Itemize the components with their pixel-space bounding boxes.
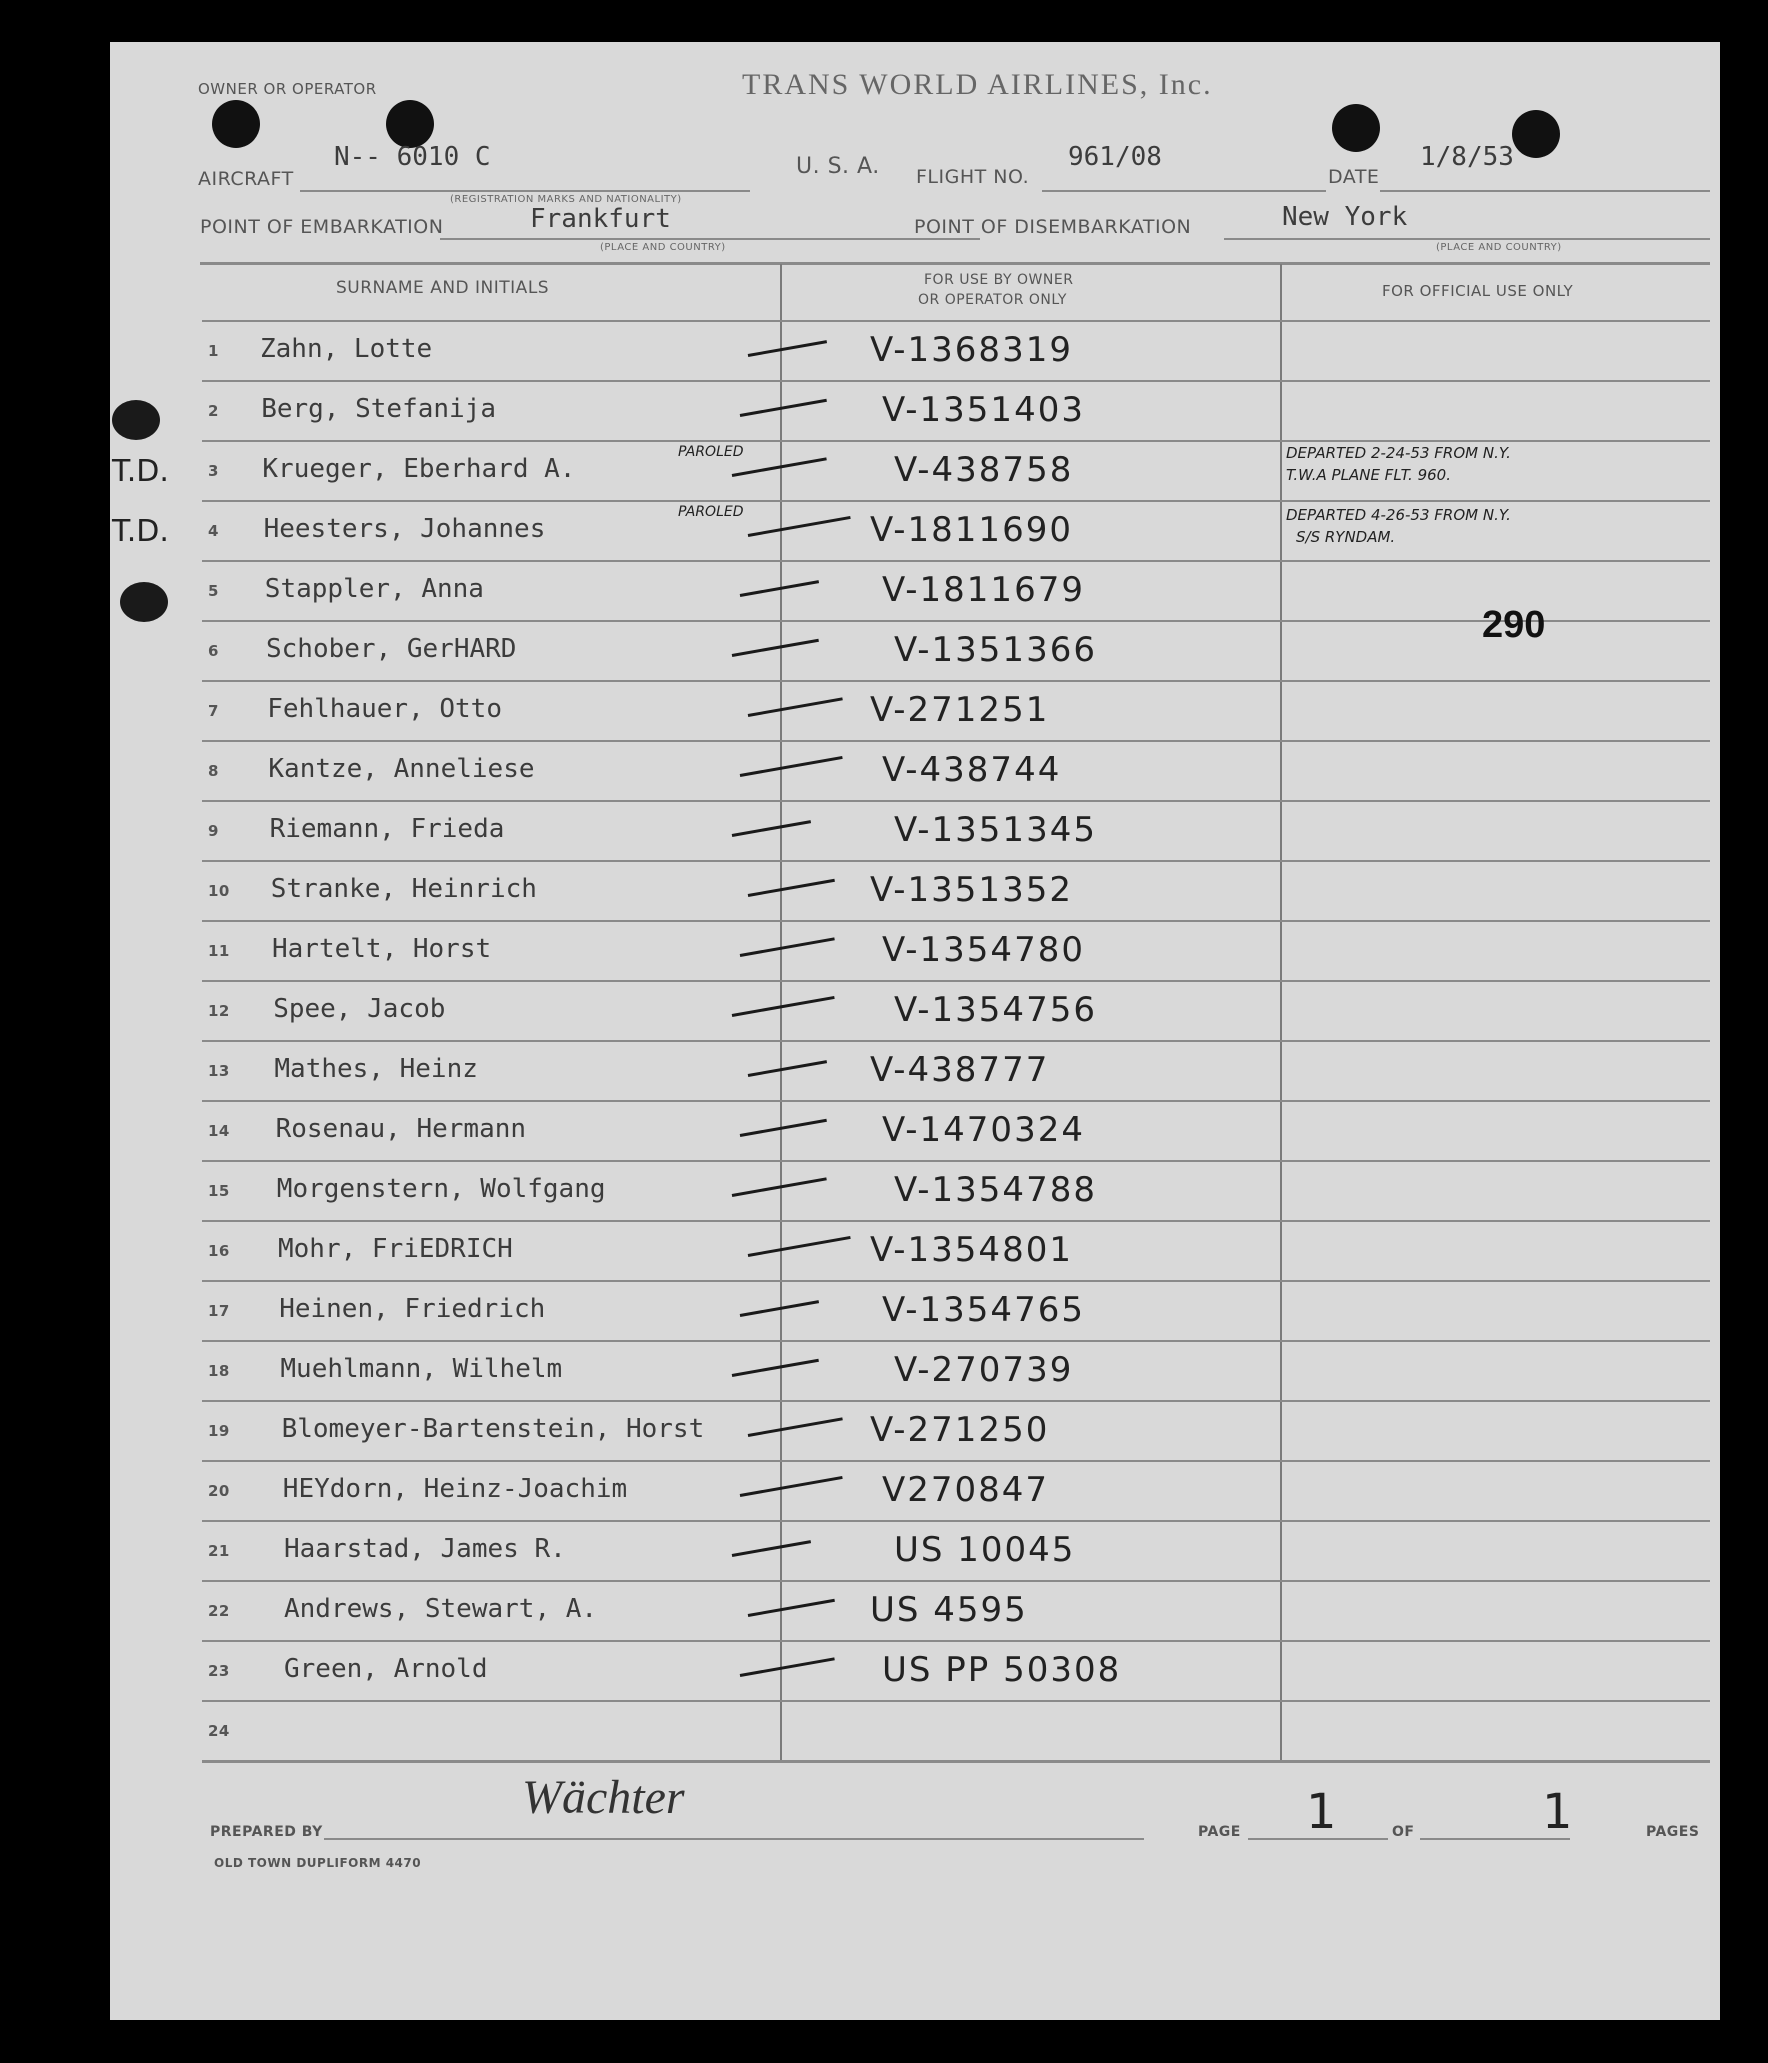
stamp-number: 290 — [1482, 604, 1546, 646]
row-number: 17 — [208, 1302, 230, 1320]
form-id: OLD TOWN DUPLIFORM 4470 — [214, 1856, 422, 1870]
row-number: 6 — [208, 642, 219, 660]
table-row — [110, 1100, 1720, 1160]
prepared-by-signature: Wächter — [522, 1771, 685, 1824]
manifest-sheet — [110, 42, 1720, 2020]
row-number: 22 — [208, 1602, 230, 1620]
official-note: T.W.A PLANE FLT. 960. — [1286, 466, 1451, 484]
passenger-name: Morgenstern, Wolfgang — [276, 1174, 606, 1204]
page-label: PAGE — [1198, 1824, 1241, 1840]
passenger-name: Krueger, Eberhard A. — [262, 454, 576, 484]
nationality-value: U. S. A. — [796, 154, 880, 179]
margin-annotation: T.D. — [112, 454, 169, 489]
passenger-name: Blomeyer-Bartenstein, Horst — [281, 1414, 705, 1444]
row-number: 15 — [208, 1182, 230, 1200]
check-mark — [740, 937, 835, 957]
check-mark — [732, 639, 819, 657]
table-row — [110, 1340, 1720, 1400]
passenger-name: Heinen, Friedrich — [279, 1294, 546, 1324]
flight-value: 961/08 — [1068, 142, 1162, 172]
owner-value: TRANS WORLD AIRLINES, Inc. — [742, 68, 1213, 101]
official-note: S/S RYNDAM. — [1296, 528, 1396, 546]
of-value: 1 — [1542, 1784, 1573, 1840]
passenger-name: Mathes, Heinz — [274, 1054, 478, 1084]
prepared-by-label: PREPARED BY — [210, 1824, 323, 1840]
row-number: 4 — [208, 522, 219, 540]
row-number: 10 — [208, 882, 230, 900]
row-number: 23 — [208, 1662, 230, 1680]
table-row — [110, 680, 1720, 740]
row-number: 11 — [208, 942, 230, 960]
table-row — [110, 1520, 1720, 1580]
row-number: 21 — [208, 1542, 230, 1560]
table-row — [110, 1280, 1720, 1340]
aircraft-underline — [300, 190, 750, 192]
aircraft-label: AIRCRAFT — [198, 168, 294, 190]
visa-number: V-1354788 — [894, 1170, 1097, 1210]
table-top-rule — [200, 262, 1710, 265]
visa-number: V-438758 — [894, 450, 1074, 490]
check-mark — [732, 1359, 819, 1377]
table-row — [110, 1580, 1720, 1640]
check-mark — [732, 996, 835, 1017]
table-row — [110, 1040, 1720, 1100]
column-header-owner-1: FOR USE BY OWNER — [924, 272, 1074, 288]
visa-number: US 4595 — [870, 1590, 1028, 1630]
row-number: 5 — [208, 582, 219, 600]
aircraft-value: N-- 6010 C — [334, 142, 491, 172]
check-mark — [740, 756, 843, 777]
row-number: 2 — [208, 402, 219, 420]
passenger-name: Stappler, Anna — [264, 574, 484, 604]
passenger-name: Haarstad, James R. — [284, 1534, 566, 1564]
punch-hole — [1512, 110, 1560, 158]
paroled-note: PAROLED — [678, 504, 744, 520]
row-number: 9 — [208, 822, 219, 840]
visa-number: V-1354756 — [894, 990, 1097, 1030]
table-row — [110, 1400, 1720, 1460]
visa-number: V-1351403 — [882, 390, 1085, 430]
table-row — [110, 320, 1720, 380]
prepared-by-underline — [324, 1838, 1144, 1840]
visa-number: US PP 50308 — [882, 1650, 1122, 1690]
disembarkation-caption: (PLACE AND COUNTRY) — [1436, 242, 1562, 253]
passenger-name: Spee, Jacob — [273, 994, 446, 1024]
check-mark — [748, 1599, 835, 1617]
visa-number: V-1811679 — [882, 570, 1085, 610]
check-mark — [748, 879, 835, 897]
check-mark — [748, 516, 851, 537]
row-number: 14 — [208, 1122, 230, 1140]
column-header-surname: SURNAME AND INITIALS — [336, 278, 550, 298]
table-row — [110, 1700, 1720, 1760]
passenger-name: Kantze, Anneliese — [268, 754, 535, 784]
check-mark — [748, 1236, 851, 1257]
passenger-name: Andrews, Stewart, A. — [284, 1594, 598, 1624]
check-mark — [740, 1476, 843, 1497]
margin-annotation: T.D. — [112, 514, 169, 549]
check-mark — [748, 1060, 827, 1077]
column-header-official: FOR OFFICIAL USE ONLY — [1382, 282, 1574, 300]
visa-number: V-1351352 — [870, 870, 1073, 910]
passenger-name: Muehlmann, Wilhelm — [280, 1354, 563, 1384]
date-label: DATE — [1328, 166, 1380, 188]
table-row — [110, 920, 1720, 980]
disembarkation-label: POINT OF DISEMBARKATION — [914, 216, 1192, 238]
row-number: 1 — [208, 342, 219, 360]
visa-number: V270847 — [882, 1470, 1050, 1510]
punch-hole — [386, 100, 434, 148]
row-number: 13 — [208, 1062, 230, 1080]
row-number: 20 — [208, 1482, 230, 1500]
passenger-name: Schober, GerHARD — [266, 634, 517, 664]
check-mark — [748, 340, 827, 357]
row-number: 12 — [208, 1002, 230, 1020]
check-mark — [740, 1300, 819, 1317]
visa-number: V-1351366 — [894, 630, 1097, 670]
row-number: 24 — [208, 1722, 230, 1740]
passenger-name: Mohr, FriEDRICH — [278, 1234, 513, 1264]
table-bottom-rule — [202, 1760, 1710, 1763]
margin-scribble — [120, 582, 168, 622]
table-row — [110, 1160, 1720, 1220]
row-number: 8 — [208, 762, 219, 780]
aircraft-caption: (REGISTRATION MARKS AND NATIONALITY) — [450, 194, 682, 205]
of-label: OF — [1392, 1824, 1415, 1840]
row-number: 16 — [208, 1242, 230, 1260]
page-value: 1 — [1306, 1784, 1337, 1840]
table-row — [110, 1220, 1720, 1280]
punch-hole — [1332, 104, 1380, 152]
check-mark — [732, 820, 811, 837]
visa-number: V-1811690 — [870, 510, 1073, 550]
date-underline — [1380, 190, 1710, 192]
disembarkation-value: New York — [1282, 202, 1408, 232]
passenger-name: Zahn, Lotte — [260, 334, 433, 364]
table-row — [110, 800, 1720, 860]
check-mark — [732, 1540, 811, 1557]
visa-number: V-438777 — [870, 1050, 1050, 1090]
visa-number: V-270739 — [894, 1350, 1074, 1390]
embarkation-underline — [440, 238, 980, 240]
row-number: 19 — [208, 1422, 230, 1440]
passenger-name: Hartelt, Horst — [272, 934, 492, 964]
table-row — [110, 620, 1720, 680]
row-number: 18 — [208, 1362, 230, 1380]
visa-number: V-1354765 — [882, 1290, 1085, 1330]
visa-number: V-1354801 — [870, 1230, 1073, 1270]
table-row — [110, 740, 1720, 800]
visa-number: V-438744 — [882, 750, 1062, 790]
passenger-name: HEYdorn, Heinz-Joachim — [282, 1474, 628, 1504]
table-row — [110, 380, 1720, 440]
row-number: 3 — [208, 462, 219, 480]
passenger-name: Fehlhauer, Otto — [267, 694, 502, 724]
date-value: 1/8/53 — [1420, 142, 1514, 172]
embarkation-value: Frankfurt — [530, 204, 671, 234]
owner-label: OWNER OR OPERATOR — [198, 80, 377, 98]
row-number: 7 — [208, 702, 219, 720]
check-mark — [732, 457, 827, 477]
table-row — [110, 1460, 1720, 1520]
visa-number: V-1368319 — [870, 330, 1073, 370]
table-row — [110, 860, 1720, 920]
table-row — [110, 980, 1720, 1040]
disembarkation-underline — [1224, 238, 1710, 240]
table-row — [110, 560, 1720, 620]
check-mark — [748, 1417, 843, 1437]
check-mark — [732, 1177, 827, 1197]
official-note: DEPARTED 4-26-53 FROM N.Y. — [1286, 506, 1511, 524]
visa-number: US 10045 — [894, 1530, 1076, 1570]
visa-number: V-271251 — [870, 690, 1050, 730]
embarkation-label: POINT OF EMBARKATION — [200, 216, 444, 238]
table-row — [110, 1640, 1720, 1700]
passenger-name: Rosenau, Hermann — [275, 1114, 527, 1144]
embarkation-caption: (PLACE AND COUNTRY) — [600, 242, 726, 253]
passenger-name: Riemann, Frieda — [269, 814, 505, 844]
flight-label: FLIGHT NO. — [916, 166, 1030, 188]
check-mark — [740, 1657, 835, 1677]
column-header-owner-2: OR OPERATOR ONLY — [918, 292, 1067, 308]
check-mark — [740, 580, 819, 597]
passenger-name: Green, Arnold — [284, 1654, 488, 1684]
official-note: DEPARTED 2-24-53 FROM N.Y. — [1286, 444, 1511, 462]
visa-number: V-1470324 — [882, 1110, 1085, 1150]
passenger-name: Berg, Stefanija — [261, 394, 496, 424]
paroled-note: PAROLED — [678, 444, 744, 460]
punch-hole — [212, 100, 260, 148]
pages-label: PAGES — [1646, 1824, 1700, 1840]
check-mark — [748, 697, 843, 717]
flight-underline — [1042, 190, 1326, 192]
margin-scribble — [112, 400, 160, 440]
visa-number: V-1351345 — [894, 810, 1097, 850]
visa-number: V-271250 — [870, 1410, 1050, 1450]
check-mark — [740, 399, 827, 417]
passenger-name: Heesters, Johannes — [263, 514, 546, 544]
passenger-name: Stranke, Heinrich — [270, 874, 537, 904]
visa-number: V-1354780 — [882, 930, 1085, 970]
check-mark — [740, 1119, 827, 1137]
